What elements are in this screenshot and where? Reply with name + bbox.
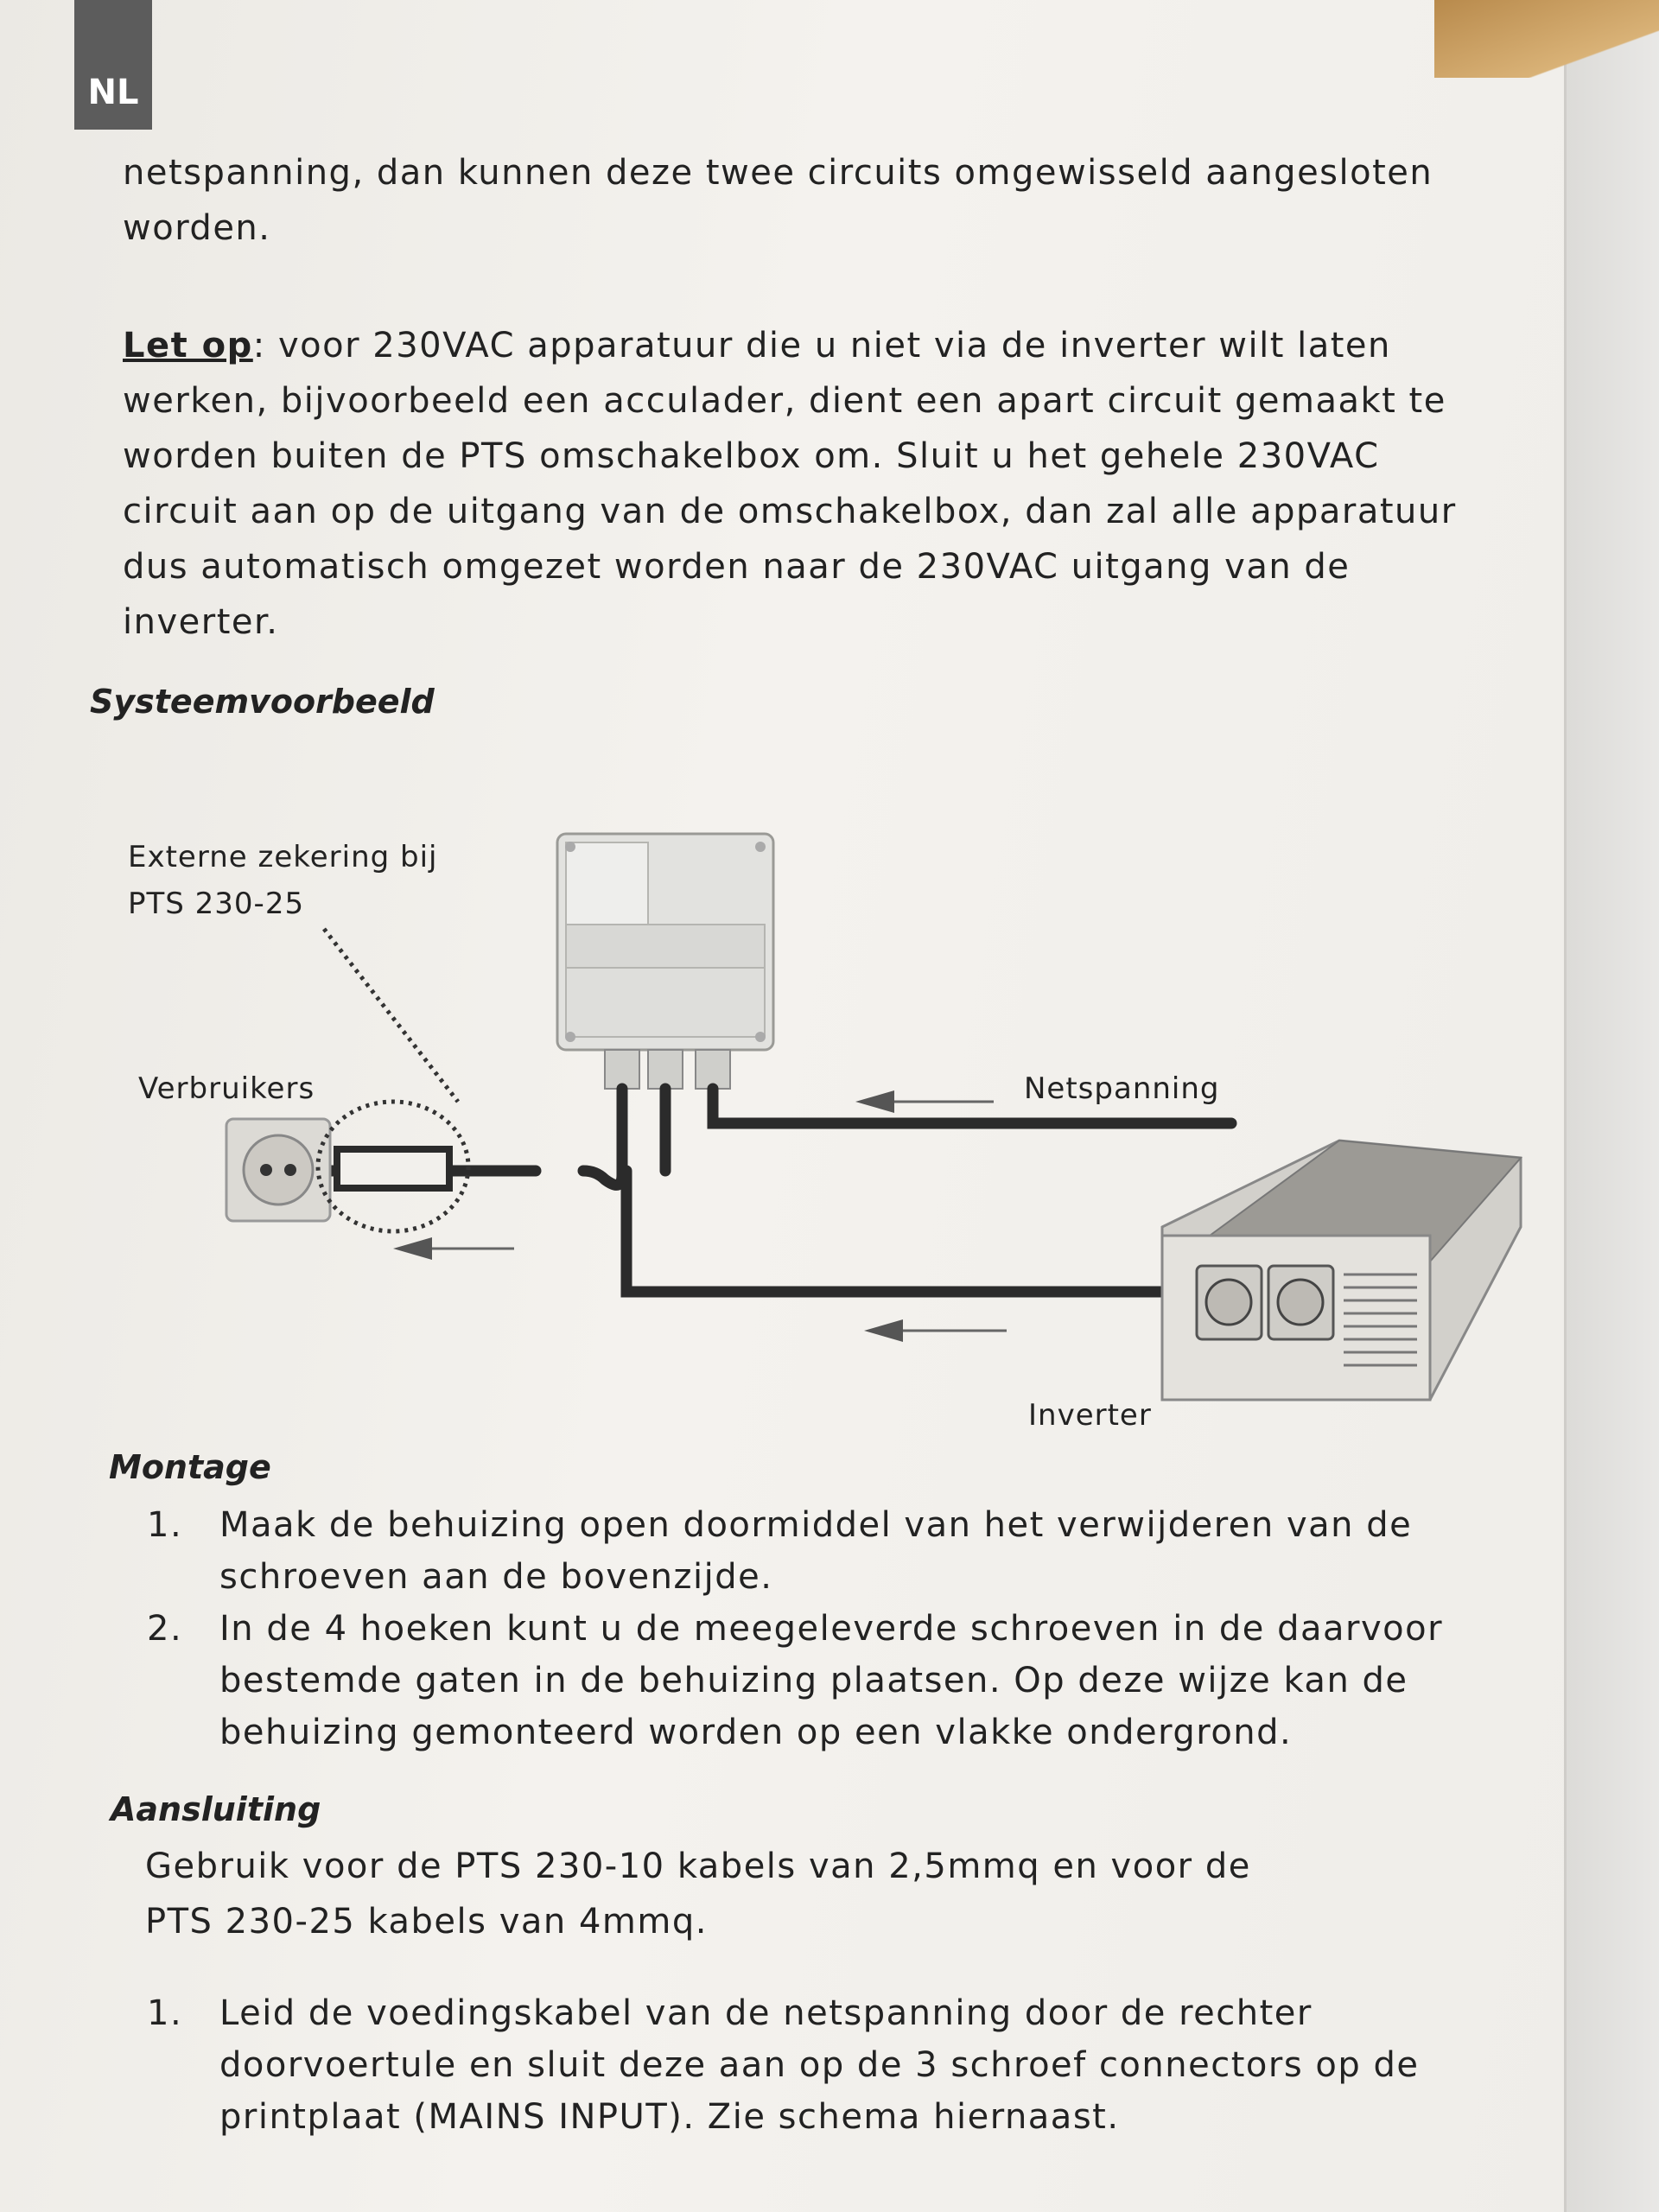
intro-line: worden.: [123, 208, 271, 248]
mains-label: Netspanning: [1024, 1071, 1220, 1106]
fuse: [318, 929, 468, 1231]
fuse-label-line: Externe zekering bij: [128, 840, 438, 874]
connection-intro-line: PTS 230-25 kabels van 4mmq.: [145, 1902, 708, 1942]
list-number: 2.: [147, 1609, 183, 1649]
list-item: [147, 1987, 1529, 2152]
list-text: [219, 1987, 1516, 2143]
list-line: bestemde gaten in de behuizing plaatsen. Op deze wijze kan de: [219, 1661, 1408, 1700]
connection-heading: Aansluiting: [111, 1790, 321, 1828]
list-line: schroeven aan de bovenzijde.: [219, 1557, 773, 1597]
list-number: 1.: [147, 1505, 183, 1545]
note-text: : voor 230VAC apparatuur die u niet via de inverter wilt laten: [252, 326, 1391, 365]
intro-paragraph: [123, 145, 1505, 256]
list-item: [147, 1603, 1529, 1767]
consumers-socket: [226, 1119, 330, 1221]
note-line: [123, 318, 1522, 373]
mains-arrow: [855, 1090, 994, 1113]
fuse-label: [128, 840, 438, 921]
system-example-heading: Systeemvoorbeeld: [90, 683, 435, 721]
connection-intro-line: Gebruik voor de PTS 230-10 kabels van 2,5mmq en voor de: [145, 1847, 1251, 1886]
consumers-arrow: [393, 1237, 514, 1260]
intro-line: netspanning, dan kunnen deze twee circuits omgewisseld aangesloten: [123, 153, 1433, 193]
language-tab: NL: [74, 0, 152, 130]
note-line: circuit aan op de uitgang van de omschakelbox, dan zal alle apparatuur: [123, 492, 1457, 531]
note-line: worden buiten de PTS omschakelbox om. Sluit u het gehele 230VAC: [123, 436, 1380, 476]
list-number: 1.: [147, 1993, 183, 2033]
next-page-edge: [1564, 0, 1659, 2212]
list-text: [219, 1603, 1516, 1758]
consumers-label: Verbruikers: [138, 1071, 315, 1106]
fuse-label-line: PTS 230-25: [128, 887, 305, 921]
inverter-arrow: [864, 1319, 1007, 1342]
inverter-unit: [1162, 1141, 1521, 1400]
list-item: [147, 1499, 1529, 1611]
montage-heading: Montage: [109, 1448, 271, 1486]
note-line: werken, bijvoorbeeld een acculader, dient een apart circuit gemaakt te: [123, 381, 1446, 421]
list-line: printplaat (MAINS INPUT). Zie schema hiernaast.: [219, 2097, 1120, 2137]
inverter-label: Inverter: [1028, 1398, 1152, 1433]
list-line: doorvoertule en sluit deze aan op de 3 schroef connectors op de: [219, 2045, 1420, 2085]
list-line: Maak de behuizing open doormiddel van het verwijderen van de: [219, 1505, 1413, 1545]
note-line: dus automatisch omgezet worden naar de 230VAC uitgang van de: [123, 547, 1351, 587]
list-text: [219, 1499, 1516, 1603]
connection-intro: [145, 1839, 1493, 1949]
pts-switch-box: [557, 834, 773, 1089]
table-surface: [1434, 0, 1659, 78]
system-diagram: [86, 778, 1555, 1452]
list-line: In de 4 hoeken kunt u de meegeleverde schroeven in de daarvoor: [219, 1609, 1444, 1649]
note-paragraph: [123, 318, 1522, 650]
list-line: behuizing gemonteerd worden op een vlakke ondergrond.: [219, 1713, 1293, 1752]
note-line: inverter.: [123, 602, 279, 642]
note-label: Let op: [123, 326, 253, 365]
list-line: Leid de voedingskabel van de netspanning door de rechter: [219, 1993, 1313, 2033]
